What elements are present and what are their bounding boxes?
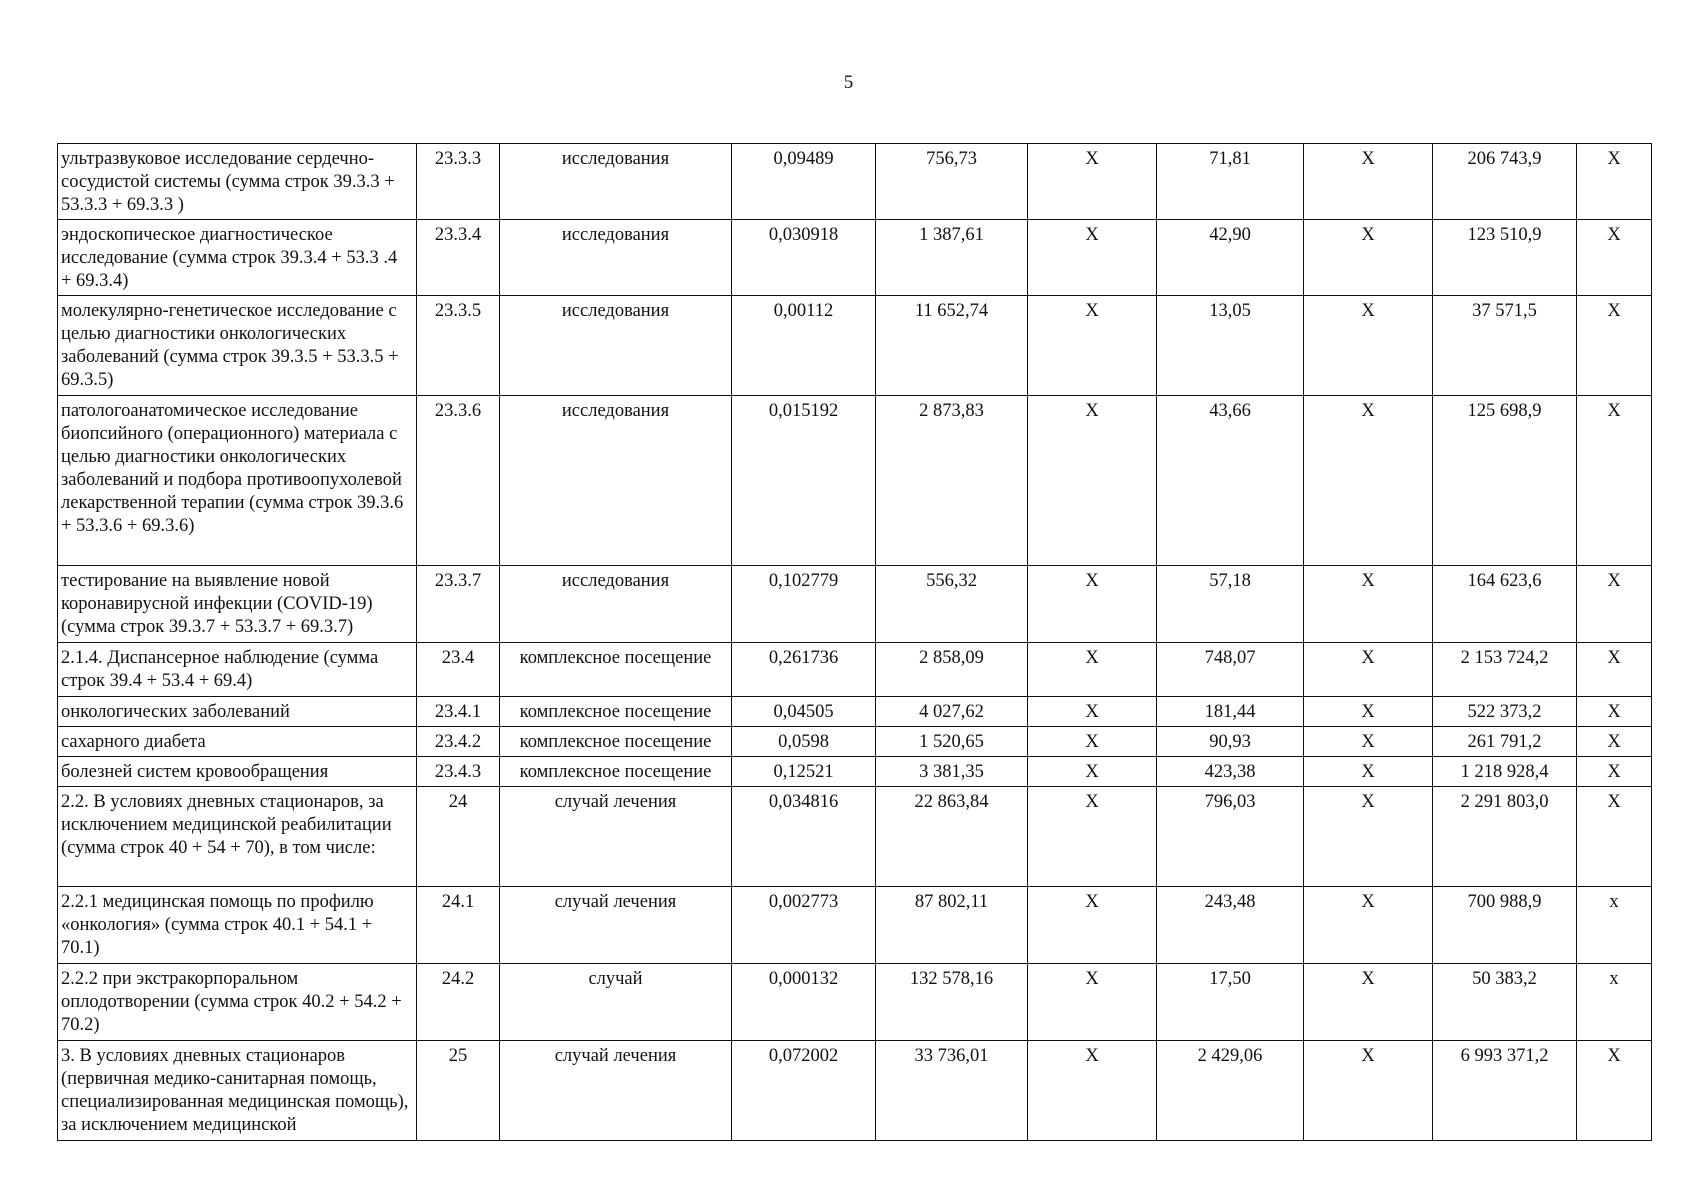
row-cost-cell: 2 858,09 bbox=[876, 643, 1028, 697]
row-col7-cell: 71,81 bbox=[1157, 144, 1304, 220]
row-col10-cell: Х bbox=[1577, 220, 1652, 296]
row-code-cell: 25 bbox=[417, 1041, 500, 1141]
row-code-cell: 23.4.2 bbox=[417, 727, 500, 757]
row-unit-cell: комплексное посещение bbox=[500, 757, 732, 787]
row-unit-cell: случай лечения bbox=[500, 1041, 732, 1141]
row-col10-cell: Х bbox=[1577, 1041, 1652, 1141]
row-col8-cell: Х bbox=[1304, 144, 1433, 220]
row-norm-cell: 0,000132 bbox=[732, 964, 876, 1041]
table-row bbox=[58, 220, 1652, 296]
row-name-cell: сахарного диабета bbox=[58, 727, 417, 757]
table-row bbox=[58, 566, 1652, 643]
row-norm-cell: 0,09489 bbox=[732, 144, 876, 220]
row-name-cell: онкологических заболеваний bbox=[58, 697, 417, 727]
table-row bbox=[58, 887, 1652, 964]
row-norm-cell: 0,015192 bbox=[732, 396, 876, 566]
row-col8-cell: Х bbox=[1304, 787, 1433, 887]
row-col9-cell: 700 988,9 bbox=[1433, 887, 1577, 964]
row-code-cell: 23.4 bbox=[417, 643, 500, 697]
row-unit-cell: исследования bbox=[500, 296, 732, 396]
row-norm-cell: 0,04505 bbox=[732, 697, 876, 727]
row-cost-cell: 4 027,62 bbox=[876, 697, 1028, 727]
row-col7-cell: 243,48 bbox=[1157, 887, 1304, 964]
row-col10-cell: х bbox=[1577, 887, 1652, 964]
row-col9-cell: 37 571,5 bbox=[1433, 296, 1577, 396]
row-unit-cell: исследования bbox=[500, 566, 732, 643]
row-cost-cell: 556,32 bbox=[876, 566, 1028, 643]
row-code-cell: 23.4.3 bbox=[417, 757, 500, 787]
row-col7-cell: 181,44 bbox=[1157, 697, 1304, 727]
table-row bbox=[58, 964, 1652, 1041]
row-cost-cell: 1 520,65 bbox=[876, 727, 1028, 757]
table-row bbox=[58, 296, 1652, 396]
row-norm-cell: 0,002773 bbox=[732, 887, 876, 964]
row-col7-cell: 13,05 bbox=[1157, 296, 1304, 396]
row-col6-cell: Х bbox=[1028, 296, 1157, 396]
row-unit-cell: комплексное посещение bbox=[500, 643, 732, 697]
row-col7-cell: 2 429,06 bbox=[1157, 1041, 1304, 1141]
table-row bbox=[58, 643, 1652, 697]
row-col9-cell: 6 993 371,2 bbox=[1433, 1041, 1577, 1141]
row-code-cell: 24.1 bbox=[417, 887, 500, 964]
row-col9-cell: 2 153 724,2 bbox=[1433, 643, 1577, 697]
row-col7-cell: 748,07 bbox=[1157, 643, 1304, 697]
row-code-cell: 23.3.4 bbox=[417, 220, 500, 296]
row-col7-cell: 90,93 bbox=[1157, 727, 1304, 757]
row-col9-cell: 206 743,9 bbox=[1433, 144, 1577, 220]
page-number: 5 bbox=[843, 72, 854, 93]
table-row bbox=[58, 396, 1652, 566]
row-cost-cell: 1 387,61 bbox=[876, 220, 1028, 296]
row-name-cell: молекулярно-генетическое исследование с целью диагностики онкологических заболеваний (сумма строк 39.3.5 + 53.3.5 + 69.3.5) bbox=[58, 296, 417, 396]
row-norm-cell: 0,072002 bbox=[732, 1041, 876, 1141]
row-col6-cell: Х bbox=[1028, 1041, 1157, 1141]
row-col8-cell: Х bbox=[1304, 566, 1433, 643]
row-col9-cell: 1 218 928,4 bbox=[1433, 757, 1577, 787]
row-col6-cell: Х bbox=[1028, 964, 1157, 1041]
row-col9-cell: 2 291 803,0 bbox=[1433, 787, 1577, 887]
row-col10-cell: Х bbox=[1577, 566, 1652, 643]
table-row bbox=[58, 144, 1652, 220]
row-name-cell: 2.2. В условиях дневных стационаров, за исключением медицинской реабилитации (сумма строк 40 + 54 + 70), в том числе: bbox=[58, 787, 417, 887]
row-name-cell: эндоскопическое диагностическое исследование (сумма строк 39.3.4 + 53.3 .4 + 69.3.4) bbox=[58, 220, 417, 296]
row-cost-cell: 11 652,74 bbox=[876, 296, 1028, 396]
row-code-cell: 23.3.3 bbox=[417, 144, 500, 220]
row-cost-cell: 87 802,11 bbox=[876, 887, 1028, 964]
row-unit-cell: исследования bbox=[500, 396, 732, 566]
row-code-cell: 24 bbox=[417, 787, 500, 887]
row-col9-cell: 522 373,2 bbox=[1433, 697, 1577, 727]
row-col10-cell: Х bbox=[1577, 727, 1652, 757]
row-col10-cell: Х bbox=[1577, 296, 1652, 396]
row-col7-cell: 42,90 bbox=[1157, 220, 1304, 296]
table-body bbox=[58, 144, 1652, 1141]
row-name-cell: патологоанатомическое исследование биопсийного (операционного) материала с целью диагностики онкологических заболеваний и подбора противоопухолевой лекарственной терапии (сумма строк 39.3.6 + 53.3.6 + 69.3.6) bbox=[58, 396, 417, 566]
row-unit-cell: случай bbox=[500, 964, 732, 1041]
row-unit-cell: комплексное посещение bbox=[500, 697, 732, 727]
row-col10-cell: Х bbox=[1577, 757, 1652, 787]
row-unit-cell: исследования bbox=[500, 220, 732, 296]
row-norm-cell: 0,12521 bbox=[732, 757, 876, 787]
row-col8-cell: Х bbox=[1304, 757, 1433, 787]
row-col8-cell: Х bbox=[1304, 697, 1433, 727]
row-col7-cell: 57,18 bbox=[1157, 566, 1304, 643]
row-col6-cell: Х bbox=[1028, 887, 1157, 964]
row-col9-cell: 50 383,2 bbox=[1433, 964, 1577, 1041]
row-col9-cell: 125 698,9 bbox=[1433, 396, 1577, 566]
row-code-cell: 23.3.6 bbox=[417, 396, 500, 566]
table-row bbox=[58, 757, 1652, 787]
row-name-cell: тестирование на выявление новой коронавирусной инфекции (COVID-19) (сумма строк 39.3.7 + 53.3.7 + 69.3.7) bbox=[58, 566, 417, 643]
row-name-cell: болезней систем кровообращения bbox=[58, 757, 417, 787]
row-code-cell: 23.3.5 bbox=[417, 296, 500, 396]
row-cost-cell: 3 381,35 bbox=[876, 757, 1028, 787]
row-col9-cell: 164 623,6 bbox=[1433, 566, 1577, 643]
row-col7-cell: 17,50 bbox=[1157, 964, 1304, 1041]
row-norm-cell: 0,102779 bbox=[732, 566, 876, 643]
row-col8-cell: Х bbox=[1304, 1041, 1433, 1141]
row-col6-cell: Х bbox=[1028, 757, 1157, 787]
row-col7-cell: 43,66 bbox=[1157, 396, 1304, 566]
row-code-cell: 23.4.1 bbox=[417, 697, 500, 727]
row-norm-cell: 0,030918 bbox=[732, 220, 876, 296]
table-row bbox=[58, 1041, 1652, 1141]
row-unit-cell: исследования bbox=[500, 144, 732, 220]
row-col6-cell: Х bbox=[1028, 787, 1157, 887]
row-col9-cell: 261 791,2 bbox=[1433, 727, 1577, 757]
row-col7-cell: 423,38 bbox=[1157, 757, 1304, 787]
row-name-cell: 2.1.4. Диспансерное наблюдение (сумма строк 39.4 + 53.4 + 69.4) bbox=[58, 643, 417, 697]
row-norm-cell: 0,261736 bbox=[732, 643, 876, 697]
row-col8-cell: Х bbox=[1304, 296, 1433, 396]
row-col6-cell: Х bbox=[1028, 566, 1157, 643]
row-norm-cell: 0,00112 bbox=[732, 296, 876, 396]
row-col8-cell: Х bbox=[1304, 396, 1433, 566]
row-col10-cell: Х bbox=[1577, 697, 1652, 727]
row-cost-cell: 22 863,84 bbox=[876, 787, 1028, 887]
row-col10-cell: х bbox=[1577, 964, 1652, 1041]
row-col6-cell: Х bbox=[1028, 396, 1157, 566]
data-table bbox=[57, 143, 1652, 1141]
row-col6-cell: Х bbox=[1028, 144, 1157, 220]
row-col6-cell: Х bbox=[1028, 697, 1157, 727]
row-name-cell: 2.2.1 медицинская помощь по профилю «онкология» (сумма строк 40.1 + 54.1 + 70.1) bbox=[58, 887, 417, 964]
row-col8-cell: Х bbox=[1304, 220, 1433, 296]
row-norm-cell: 0,034816 bbox=[732, 787, 876, 887]
row-col8-cell: Х bbox=[1304, 727, 1433, 757]
row-name-cell: 3. В условиях дневных стационаров (первичная медико-санитарная помощь, специализированная медицинская помощь), за исключением медицинской bbox=[58, 1041, 417, 1141]
row-unit-cell: случай лечения bbox=[500, 787, 732, 887]
table-row bbox=[58, 787, 1652, 887]
table-row bbox=[58, 727, 1652, 757]
row-col6-cell: Х bbox=[1028, 727, 1157, 757]
row-col10-cell: Х bbox=[1577, 787, 1652, 887]
row-col8-cell: Х bbox=[1304, 887, 1433, 964]
row-col10-cell: Х bbox=[1577, 643, 1652, 697]
row-cost-cell: 33 736,01 bbox=[876, 1041, 1028, 1141]
row-col6-cell: Х bbox=[1028, 643, 1157, 697]
row-unit-cell: комплексное посещение bbox=[500, 727, 732, 757]
row-code-cell: 24.2 bbox=[417, 964, 500, 1041]
row-code-cell: 23.3.7 bbox=[417, 566, 500, 643]
row-unit-cell: случай лечения bbox=[500, 887, 732, 964]
row-name-cell: 2.2.2 при экстракорпоральном оплодотворении (сумма строк 40.2 + 54.2 + 70.2) bbox=[58, 964, 417, 1041]
row-cost-cell: 756,73 bbox=[876, 144, 1028, 220]
row-col7-cell: 796,03 bbox=[1157, 787, 1304, 887]
row-col10-cell: Х bbox=[1577, 144, 1652, 220]
row-col8-cell: Х bbox=[1304, 643, 1433, 697]
row-norm-cell: 0,0598 bbox=[732, 727, 876, 757]
row-col10-cell: Х bbox=[1577, 396, 1652, 566]
row-col6-cell: Х bbox=[1028, 220, 1157, 296]
row-col9-cell: 123 510,9 bbox=[1433, 220, 1577, 296]
table-row bbox=[58, 697, 1652, 727]
row-name-cell: ультразвуковое исследование сердечно-сосудистой системы (сумма строк 39.3.3 + 53.3.3 + 69.3.3 ) bbox=[58, 144, 417, 220]
row-cost-cell: 2 873,83 bbox=[876, 396, 1028, 566]
row-cost-cell: 132 578,16 bbox=[876, 964, 1028, 1041]
row-col8-cell: Х bbox=[1304, 964, 1433, 1041]
